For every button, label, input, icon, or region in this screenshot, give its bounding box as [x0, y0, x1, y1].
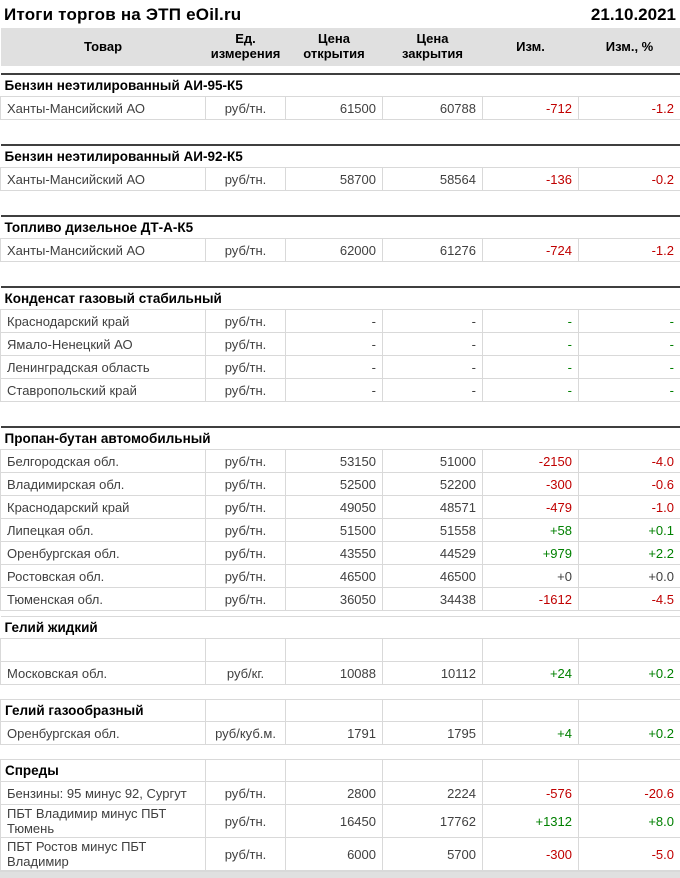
section-title: Гелий жидкий	[1, 617, 680, 639]
change-percent: -4.5	[579, 588, 680, 611]
section-gap	[1, 191, 680, 217]
unit-of-measure: руб/тн.	[206, 782, 286, 805]
open-price: 2800	[286, 782, 383, 805]
open-price: 10088	[286, 662, 383, 685]
open-price: 1791	[286, 722, 383, 745]
table-row	[1, 782, 680, 805]
product-name: Ростовская обл.	[1, 565, 206, 588]
product-name: Ханты-Мансийский АО	[1, 239, 206, 262]
table-row	[1, 542, 680, 565]
open-price: 43550	[286, 542, 383, 565]
unit-of-measure: руб/тн.	[206, 805, 286, 838]
change-percent: -0.6	[579, 473, 680, 496]
empty-cell	[483, 639, 579, 662]
section-header	[1, 145, 680, 168]
report-header	[0, 0, 680, 28]
section-gap	[1, 745, 680, 760]
section-gap-cell	[1, 745, 680, 760]
change-value: -	[483, 379, 579, 402]
change-percent: +0.2	[579, 662, 680, 685]
table-row	[1, 519, 680, 542]
section-gap	[1, 402, 680, 428]
open-price: 52500	[286, 473, 383, 496]
product-name: Ленинградская область	[1, 356, 206, 379]
empty-cell	[1, 639, 206, 662]
unit-of-measure: руб/тн.	[206, 168, 286, 191]
close-price: 1795	[383, 722, 483, 745]
change-value: -300	[483, 838, 579, 871]
change-percent: +8.0	[579, 805, 680, 838]
product-name: Краснодарский край	[1, 496, 206, 519]
section-title: Бензин неэтилированный АИ-92-К5	[1, 145, 680, 168]
open-price: -	[286, 310, 383, 333]
unit-of-measure: руб/тн.	[206, 473, 286, 496]
open-price: 62000	[286, 239, 383, 262]
close-price: -	[383, 379, 483, 402]
change-percent: -	[579, 333, 680, 356]
table-row	[1, 356, 680, 379]
table-row	[1, 333, 680, 356]
close-price: 52200	[383, 473, 483, 496]
change-value: -479	[483, 496, 579, 519]
change-percent: -1.2	[579, 97, 680, 120]
change-value: -300	[483, 473, 579, 496]
column-header-product: Товар	[1, 28, 206, 67]
change-value: -576	[483, 782, 579, 805]
open-price: 51500	[286, 519, 383, 542]
open-price: -	[286, 379, 383, 402]
table-row	[1, 239, 680, 262]
table-row	[1, 722, 680, 745]
section-header-empty-cell	[286, 700, 383, 722]
section-gap	[1, 67, 680, 74]
section-header	[1, 287, 680, 310]
column-header-close-price: Цена закрытия	[383, 28, 483, 67]
section-header	[1, 617, 680, 639]
open-price: 36050	[286, 588, 383, 611]
section-title: Топливо дизельное ДТ-А-К5	[1, 216, 680, 239]
section-gap	[1, 120, 680, 146]
table-row	[1, 565, 680, 588]
close-price: 10112	[383, 662, 483, 685]
unit-of-measure: руб/тн.	[206, 588, 286, 611]
unit-of-measure: руб/кг.	[206, 662, 286, 685]
open-price: 16450	[286, 805, 383, 838]
product-name: Тюменская обл.	[1, 588, 206, 611]
table-row	[1, 310, 680, 333]
table-row	[1, 450, 680, 473]
change-percent: -1.0	[579, 496, 680, 519]
open-price: 61500	[286, 97, 383, 120]
section-gap	[1, 262, 680, 288]
close-price: 44529	[383, 542, 483, 565]
close-price: 34438	[383, 588, 483, 611]
section-gap-cell	[1, 685, 680, 700]
close-price: 58564	[383, 168, 483, 191]
empty-cell	[579, 639, 680, 662]
section-gap-cell	[1, 120, 680, 146]
empty-cell	[286, 639, 383, 662]
change-value: +58	[483, 519, 579, 542]
section-title: Конденсат газовый стабильный	[1, 287, 680, 310]
change-value: +24	[483, 662, 579, 685]
section-gap-cell	[1, 191, 680, 217]
column-header-open-price: Цена открытия	[286, 28, 383, 67]
open-price: 53150	[286, 450, 383, 473]
product-name: Бензины: 95 минус 92, Сургут	[1, 782, 206, 805]
product-name: Ставропольский край	[1, 379, 206, 402]
section-header	[1, 700, 680, 722]
close-price: 5700	[383, 838, 483, 871]
table-row	[1, 838, 680, 871]
change-value: -1612	[483, 588, 579, 611]
product-name: Ямало-Ненецкий АО	[1, 333, 206, 356]
section-header-empty-cell	[286, 760, 383, 782]
table-row	[1, 379, 680, 402]
section-header	[1, 74, 680, 97]
section-header-empty-cell	[383, 760, 483, 782]
unit-of-measure: руб/тн.	[206, 333, 286, 356]
section-gap-cell	[1, 402, 680, 428]
change-percent: -4.0	[579, 450, 680, 473]
change-value: -136	[483, 168, 579, 191]
section-header-empty-cell	[483, 760, 579, 782]
change-percent: -	[579, 379, 680, 402]
open-price: -	[286, 333, 383, 356]
close-price: 48571	[383, 496, 483, 519]
section-header	[1, 427, 680, 450]
change-value: -	[483, 310, 579, 333]
footer-strip	[0, 871, 680, 878]
change-value: +4	[483, 722, 579, 745]
unit-of-measure: руб/тн.	[206, 542, 286, 565]
change-percent: +2.2	[579, 542, 680, 565]
product-name: Оренбургская обл.	[1, 542, 206, 565]
unit-of-measure: руб/тн.	[206, 97, 286, 120]
open-price: 6000	[286, 838, 383, 871]
column-header-unit: Ед. измерения	[206, 28, 286, 67]
product-name: Ханты-Мансийский АО	[1, 168, 206, 191]
section-header-empty-cell	[383, 700, 483, 722]
close-price: -	[383, 333, 483, 356]
section-title: Бензин неэтилированный АИ-95-К5	[1, 74, 680, 97]
table-body	[1, 67, 680, 871]
change-value: +0	[483, 565, 579, 588]
table-row	[1, 473, 680, 496]
unit-of-measure: руб/тн.	[206, 838, 286, 871]
section-header-empty-cell	[579, 760, 680, 782]
unit-of-measure: руб/тн.	[206, 519, 286, 542]
product-name: Оренбургская обл.	[1, 722, 206, 745]
change-value: -712	[483, 97, 579, 120]
empty-cell	[206, 639, 286, 662]
product-name: Белгородская обл.	[1, 450, 206, 473]
table-row	[1, 588, 680, 611]
close-price: -	[383, 356, 483, 379]
section-gap	[1, 685, 680, 700]
table-row	[1, 168, 680, 191]
close-price: 2224	[383, 782, 483, 805]
table-header	[1, 28, 680, 67]
product-name: Липецкая обл.	[1, 519, 206, 542]
unit-of-measure: руб/тн.	[206, 450, 286, 473]
change-value: +979	[483, 542, 579, 565]
empty-data-row	[1, 639, 680, 662]
change-percent: -0.2	[579, 168, 680, 191]
product-name: Краснодарский край	[1, 310, 206, 333]
empty-cell	[383, 639, 483, 662]
unit-of-measure: руб/тн.	[206, 310, 286, 333]
table-row	[1, 805, 680, 838]
change-value: +1312	[483, 805, 579, 838]
unit-of-measure: руб/тн.	[206, 379, 286, 402]
section-title: Спреды	[1, 760, 206, 782]
section-title: Гелий газообразный	[1, 700, 206, 722]
column-header-change: Изм.	[483, 28, 579, 67]
change-value: -2150	[483, 450, 579, 473]
change-value: -724	[483, 239, 579, 262]
close-price: 51000	[383, 450, 483, 473]
column-header-change-pct: Изм., %	[579, 28, 680, 67]
product-name: ПБТ Ростов минус ПБТ Владимир	[1, 838, 206, 871]
section-gap-cell	[1, 262, 680, 288]
close-price: 51558	[383, 519, 483, 542]
change-value: -	[483, 356, 579, 379]
close-price: 17762	[383, 805, 483, 838]
section-header	[1, 760, 680, 782]
open-price: 58700	[286, 168, 383, 191]
close-price: 61276	[383, 239, 483, 262]
open-price: 49050	[286, 496, 383, 519]
open-price: -	[286, 356, 383, 379]
trades-table	[0, 28, 680, 871]
change-percent: -	[579, 310, 680, 333]
change-percent: +0.1	[579, 519, 680, 542]
change-value: -	[483, 333, 579, 356]
table-row	[1, 97, 680, 120]
change-percent: -	[579, 356, 680, 379]
product-name: Московская обл.	[1, 662, 206, 685]
product-name: Ханты-Мансийский АО	[1, 97, 206, 120]
change-percent: -5.0	[579, 838, 680, 871]
section-header-empty-cell	[206, 760, 286, 782]
section-header-empty-cell	[579, 700, 680, 722]
open-price: 46500	[286, 565, 383, 588]
change-percent: -20.6	[579, 782, 680, 805]
section-header-empty-cell	[206, 700, 286, 722]
close-price: 46500	[383, 565, 483, 588]
close-price: 60788	[383, 97, 483, 120]
section-gap-cell	[1, 67, 680, 74]
unit-of-measure: руб/тн.	[206, 239, 286, 262]
section-title: Пропан-бутан автомобильный	[1, 427, 680, 450]
unit-of-measure: руб/тн.	[206, 356, 286, 379]
unit-of-measure: руб/куб.м.	[206, 722, 286, 745]
table-row	[1, 496, 680, 519]
product-name: Владимирская обл.	[1, 473, 206, 496]
table-row	[1, 662, 680, 685]
table-header-row	[1, 28, 680, 67]
unit-of-measure: руб/тн.	[206, 496, 286, 519]
section-header-empty-cell	[483, 700, 579, 722]
change-percent: -1.2	[579, 239, 680, 262]
close-price: -	[383, 310, 483, 333]
page-title: Итоги торгов на ЭТП eOil.ru	[4, 5, 241, 25]
change-percent: +0.2	[579, 722, 680, 745]
section-header	[1, 216, 680, 239]
report-date: 21.10.2021	[591, 5, 676, 25]
product-name: ПБТ Владимир минус ПБТ Тюмень	[1, 805, 206, 838]
unit-of-measure: руб/тн.	[206, 565, 286, 588]
change-percent: +0.0	[579, 565, 680, 588]
